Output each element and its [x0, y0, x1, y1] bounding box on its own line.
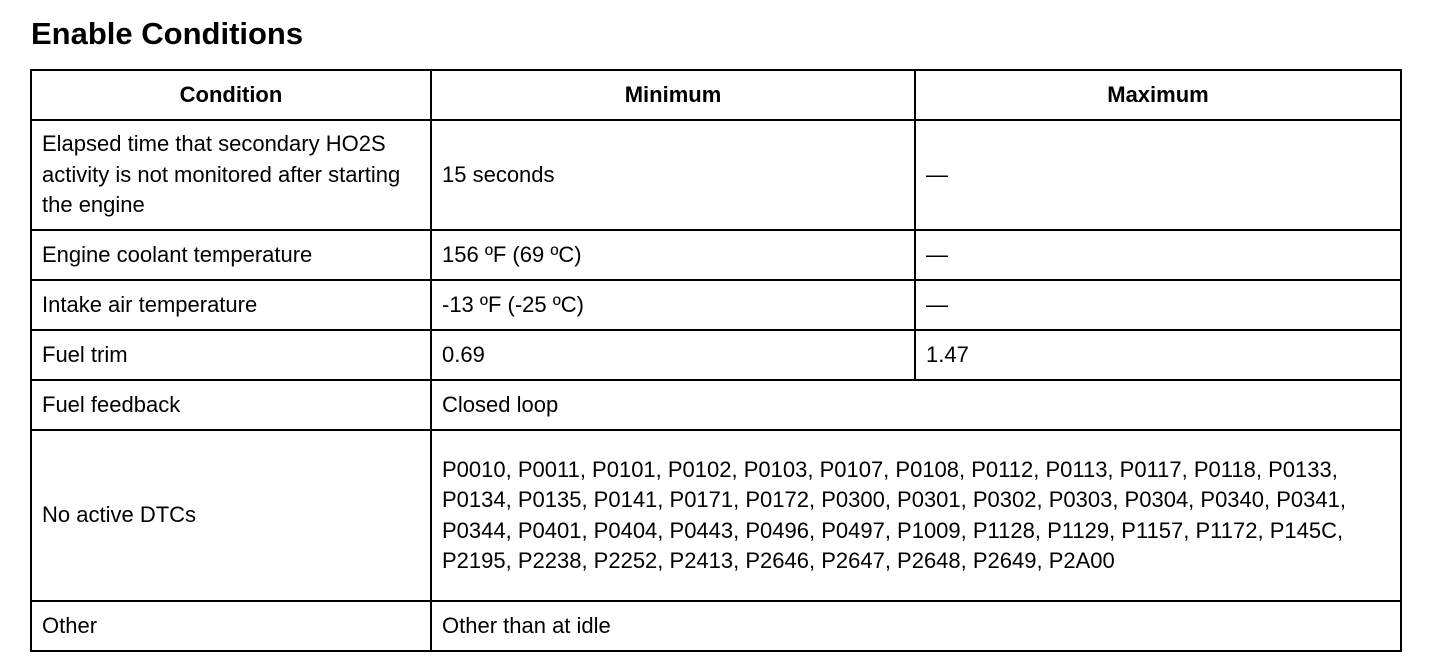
table-row: [31, 430, 1401, 601]
dtc-list-cell: P0010, P0011, P0101, P0102, P0103, P0107, P0108, P0112, P0113, P0117, P0118, P0133, P0134, P0135, P0141, P0171, P0172, P0300, P0301, P0302, P0303, P0304, P0340, P0341, P0344, P0401, P0404, P0443, P0496, P0497, P1009, P1128, P1129, P1157, P1172, P145C, P2195, P2238, P2252, P2413, P2646, P2647, P2648, P2649, P2A00: [431, 430, 1401, 601]
maximum-cell: 1.47: [915, 330, 1401, 380]
minimum-cell: -13 ºF (-25 ºC): [431, 280, 915, 330]
table-row: [31, 230, 1401, 280]
column-header-minimum: Minimum: [431, 70, 915, 120]
value-cell: Other than at idle: [431, 601, 1401, 651]
value-cell: Closed loop: [431, 380, 1401, 430]
condition-cell: Other: [31, 601, 431, 651]
condition-cell: Fuel feedback: [31, 380, 431, 430]
minimum-cell: 156 ºF (69 ºC): [431, 230, 915, 280]
enable-conditions-table: [30, 69, 1402, 652]
page-title: Enable Conditions: [31, 16, 304, 51]
maximum-cell: —: [915, 280, 1401, 330]
maximum-cell: —: [915, 230, 1401, 280]
table-row: [31, 601, 1401, 651]
table-row: [31, 330, 1401, 380]
maximum-cell: —: [915, 120, 1401, 230]
table-header-row: [31, 70, 1401, 120]
table-row: [31, 380, 1401, 430]
column-header-condition: Condition: [31, 70, 431, 120]
condition-cell: No active DTCs: [31, 430, 431, 601]
column-header-maximum: Maximum: [915, 70, 1401, 120]
condition-cell: Intake air temperature: [31, 280, 431, 330]
minimum-cell: 0.69: [431, 330, 915, 380]
table-row: [31, 280, 1401, 330]
condition-cell: Elapsed time that secondary HO2S activity is not monitored after starting the engine: [31, 120, 431, 230]
condition-cell: Fuel trim: [31, 330, 431, 380]
condition-cell: Engine coolant temperature: [31, 230, 431, 280]
table-row: [31, 120, 1401, 230]
minimum-cell: 15 seconds: [431, 120, 915, 230]
